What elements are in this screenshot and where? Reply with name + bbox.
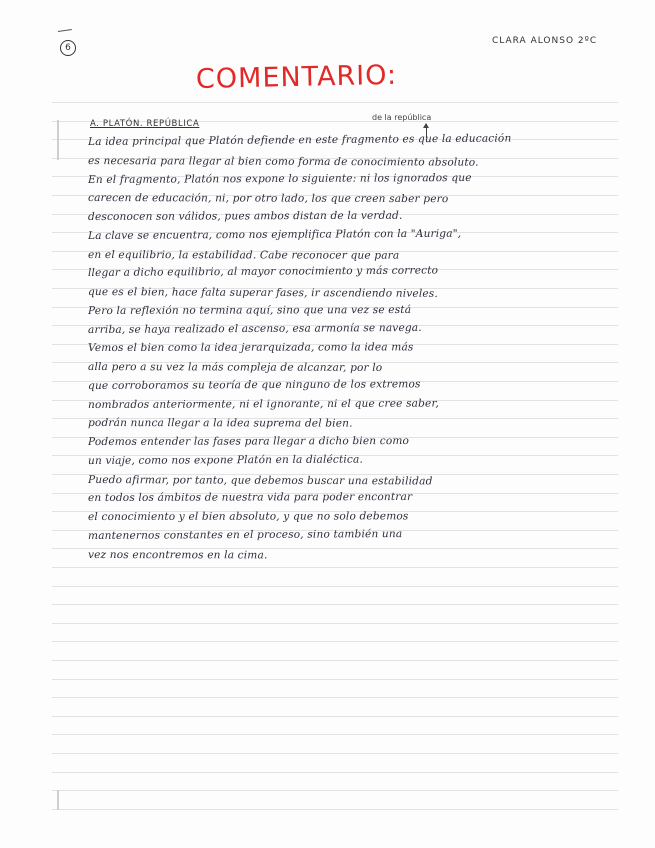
ruled-line [52,623,618,624]
essay-line: desconocen son válidos, pues ambos distan de la verdad. [87,209,403,223]
ruled-line [52,734,618,735]
corner-mark [58,29,72,34]
insertion-note: de la república [372,113,432,122]
ruled-line [52,567,618,568]
essay-line: en todos los ámbitos de nuestra vida para poder encontrar [87,490,413,504]
essay-line: mantenernos constantes en el proceso, sino también una [87,528,403,542]
essay-line: Pero la reflexión no termina aquí, sino que una vez se está [87,303,412,317]
essay-line: La clave se encuentra, como nos ejemplifica Platón con la "Auriga", [87,227,462,242]
ruled-line [52,772,618,773]
ruled-line [52,586,618,587]
ruled-line [52,697,618,698]
ruled-line [52,790,618,791]
page-number: 6 [60,40,76,56]
ruled-line [52,660,618,661]
essay-line: un viaje, como nos expone Platón en la dialéctica. [87,453,364,467]
page-title: COMENTARIO: [195,59,398,95]
page-edge-shadow [57,790,59,810]
ruled-line [52,679,618,680]
essay-line: Podemos entender las fases para llegar a dicho bien como [87,434,410,448]
essay-line: el conocimiento y el bien absoluto, y que no solo debemos [87,510,409,523]
essay-line: Vemos el bien como la idea jerarquizada, como la idea más [87,341,414,354]
essay-line: es necesaria para llegar al bien como forma de conocimiento absoluto. [87,155,479,169]
essay-line: carecen de educación, ni, por otro lado, los que creen saber pero [87,192,449,206]
ruled-line [52,604,618,605]
essay-line: En el fragmento, Platón nos expone lo siguiente: ni los ignorados que [87,171,472,186]
essay-line: en el equilibrio, la estabilidad. Cabe reconocer que para [87,249,400,262]
essay-line: que corroboramos su teoría de que ninguno de los extremos [87,378,421,392]
essay-line: La idea principal que Platón defiende en este fragmento es que la educación [87,132,512,148]
page-edge-shadow [57,120,59,160]
essay-line: Puedo afirmar, por tanto, que debemos buscar una estabilidad [87,474,433,488]
ruled-line [52,753,618,754]
essay-line: arriba, se haya realizado el ascenso, esa armonía se navega. [87,321,422,336]
essay-line: llegar a dicho equilibrio, al mayor conocimiento y más correcto [87,264,439,279]
ruled-line [52,641,618,642]
section-heading: A. PLATÓN. REPÚBLICA [90,119,200,129]
essay-line: que es el bien, hace falta superar fases, ir ascendiendo niveles. [87,286,438,300]
essay-line: podrán nunca llegar a la idea suprema del bien. [87,417,353,430]
ruled-line [52,102,618,103]
ruled-line [52,716,618,717]
ruled-line [52,809,618,810]
essay-line: vez nos encontremos en la cima. [87,549,268,562]
essay-line: nombrados anteriormente, ni el ignorante, ni el que cree saber, [87,397,440,411]
essay-line: alla pero a su vez la más compleja de alcanzar, por lo [87,361,383,374]
student-name: CLARA ALONSO 2ºC [492,36,598,46]
